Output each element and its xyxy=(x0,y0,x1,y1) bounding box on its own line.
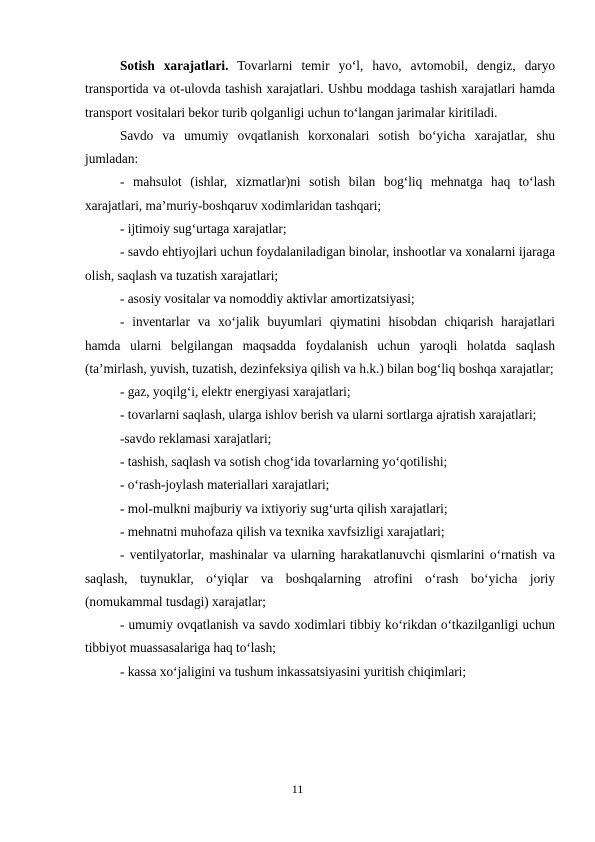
section-heading: Sotish xarajatlari. xyxy=(120,58,229,73)
list-item-yoqotilish: - tashish, saqlash va sotish chog‘ida tovarlarning yo‘qotilishi; xyxy=(120,454,448,470)
list-item-saqlash: - tovarlarni saqlash, ularga ishlov berish va ularni sortlarga ajratish xarajatlari; xyxy=(120,407,537,423)
list-item-orash-joylash: - o‘rash-joylash materiallari xarajatlari; xyxy=(120,477,330,493)
document-body xyxy=(85,54,555,683)
list-item-sugurta: - mol-mulkni majburiy va ixtiyoriy sug‘urta qilish xarajatlari; xyxy=(120,500,448,516)
paragraph-savdo-intro: Savdo va umumiy ovqatlanish korxonalari sotish bo‘yicha xarajatlar, shu jumladan: xyxy=(85,127,555,167)
list-item-mehnat-haqi: - mahsulot (ishlar, xizmatlar)ni sotish bilan bog‘liq mehnatga haq to‘lash xarajatlari, ma’muriy-boshqaruv xodimlaridan tashqari; xyxy=(85,174,555,213)
list-item-kassa: - kassa xo‘jaligini va tushum inkassatsiyasini yuritish chiqimlari; xyxy=(120,663,467,679)
intro-paragraph xyxy=(85,54,555,124)
intro-text: Tovarlarni temir yo‘l, havo, avtomobil, dengiz, daryo transportida va ot-ulovda tashish xarajatlari. Ushbu moddaga tashish xarajatlari hamda transport vositalari bekor turib qolganligi uchun to‘langan jarimalar kiritiladi. xyxy=(85,58,555,120)
list-item-gaz-yoqilgi: - gaz, yoqilg‘i, elektr energiyasi xarajatlari; xyxy=(120,384,351,400)
list-item-ijtimoiy-sugurta: - ijtimoiy sug‘urtaga xarajatlar; xyxy=(120,221,287,237)
list-item-mehnat-muhofaza: - mehnatni muhofaza qilish va texnika xavfsizligi xarajatlari; xyxy=(120,523,445,539)
list-item-reklama: -savdo reklamasi xarajatlari; xyxy=(120,430,272,446)
list-item-inventarlar: - inventarlar va xo‘jalik buyumlari qiymatini hisobdan chiqarish harajatlari hamda ularni belgilangan maqsadda foydalanish uchun yaroqli holatda saqlash (ta’mirlash, yuvish, tuzatish, dezinfeksiya qilish va h.k.) bilan bog‘liq boshqa xarajatlar; xyxy=(85,314,555,376)
page-number: 11 xyxy=(291,782,304,796)
list-item-tibbiy-korik: - umumiy ovqatlanish va savdo xodimlari tibbiy ko‘rikdan o‘tkazilganligi uchun tibbiyot muassasalariga haq to‘lash; xyxy=(85,617,555,656)
list-item-ijara: - savdo ehtiyojlari uchun foydalaniladigan binolar, inshootlar va xonalarni ijaraga olish, saqlash va tuzatish xarajatlari; xyxy=(85,244,555,283)
list-item-ventilyatorlar: - ventilyatorlar, mashinalar va ularning harakatlanuvchi qismlarini o‘rnatish va saqlash, tuynuklar, o‘yiqlar va boshqalarning atrofini o‘rash bo‘yicha joriy (nomukammal tusdagi) xarajatlar; xyxy=(85,547,555,609)
list-item-amortizatsiya: - asosiy vositalar va nomoddiy aktivlar amortizatsiyasi; xyxy=(120,290,415,306)
